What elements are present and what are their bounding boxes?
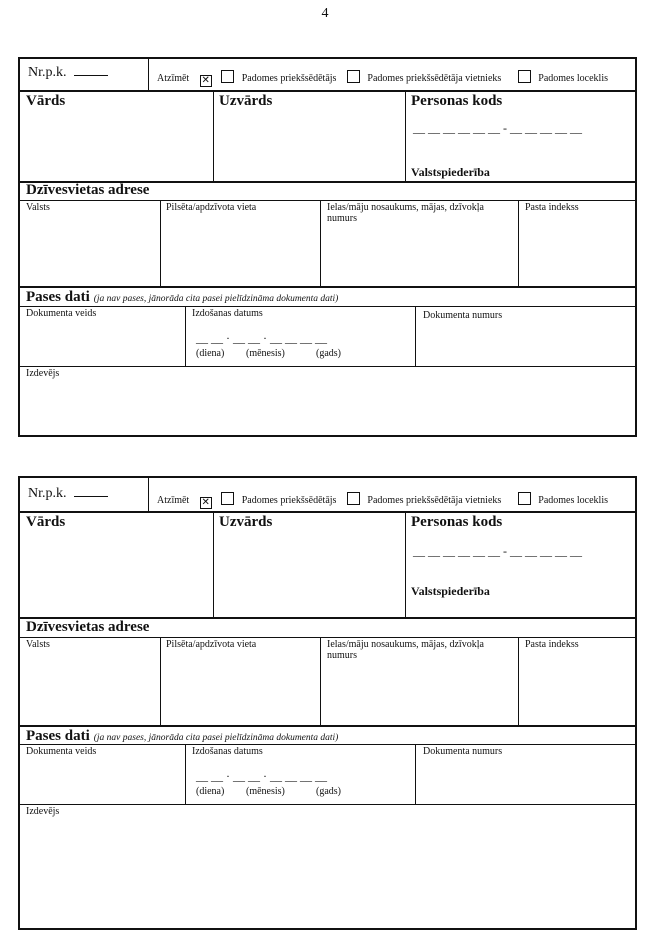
vards-label: Vārds (26, 93, 66, 109)
checked-checkbox[interactable]: ✕ (201, 497, 210, 508)
checked-checkbox[interactable]: ✕ (201, 75, 210, 86)
date-year: (gads) (316, 348, 341, 359)
passport-note: (ja nav pases, jānorāda cita pasei pielīdzināma dokumenta dati) (93, 733, 339, 743)
checkbox-member[interactable] (518, 70, 531, 83)
personas-kods-input[interactable]: __ __ __ __ __ __ - __ __ __ __ __ (413, 121, 582, 135)
passport-header (26, 288, 338, 306)
checkbox-vice-chairman[interactable] (347, 70, 360, 83)
mark-label: Atzīmēt (157, 495, 190, 506)
uzvards-label: Uzvārds (219, 514, 273, 530)
address-city: Pilsēta/apdzīvota vieta (166, 202, 257, 213)
address-postcode: Pasta indekss (525, 639, 579, 650)
date-day: (diena) (196, 786, 225, 797)
nr-field[interactable] (28, 65, 108, 81)
address-postcode: Pasta indekss (525, 202, 579, 213)
issue-date-input[interactable]: __ __ · __ __ · __ __ __ __ (196, 331, 327, 345)
address-title: Dzīvesvietas adrese (26, 619, 150, 635)
address-street: Ielas/māju nosaukums, mājas, dzīvokļa numurs (327, 639, 484, 661)
valstspiederiba-label: Valstspiederība (411, 584, 490, 598)
nr-label: Nr.p.k. (28, 486, 67, 501)
mark-label: Atzīmēt (157, 73, 190, 84)
personas-kods-input[interactable]: __ __ __ __ __ __ - __ __ __ __ __ (413, 544, 582, 558)
address-city: Pilsēta/apdzīvota vieta (166, 639, 257, 650)
checkbox-chairman[interactable] (221, 70, 234, 83)
personas-kods-label: Personas kods (411, 93, 503, 109)
valstspiederiba-label: Valstspiederība (411, 165, 490, 179)
address-street: Ielas/māju nosaukums, mājas, dzīvokļa numurs (327, 202, 484, 224)
nr-label: Nr.p.k. (28, 65, 67, 80)
role-selector (157, 70, 608, 87)
uzvards-label: Uzvārds (219, 93, 273, 109)
role-selector (157, 492, 608, 509)
personas-kods-label: Personas kods (411, 514, 503, 530)
page-number: 4 (321, 6, 329, 21)
option-vice-chairman: Padomes priekšsēdētāja vietnieks (367, 495, 502, 506)
issue-date-input[interactable]: __ __ · __ __ · __ __ __ __ (196, 769, 327, 783)
passport-header (26, 727, 338, 745)
passport-note: (ja nav pases, jānorāda cita pasei pielīdzināma dokumenta dati) (93, 294, 339, 304)
passport-title: Pases dati (26, 289, 90, 305)
date-month: (mēnesis) (246, 786, 285, 797)
doc-number-label: Dokumenta numurs (423, 746, 503, 757)
vards-label: Vārds (26, 514, 66, 530)
date-day: (diena) (196, 348, 225, 359)
checkbox-vice-chairman[interactable] (347, 492, 360, 505)
doc-type-label: Dokumenta veids (26, 746, 97, 757)
checkbox-chairman[interactable] (221, 492, 234, 505)
option-chairman: Padomes priekšsēdētājs (241, 495, 337, 506)
checkbox-member[interactable] (518, 492, 531, 505)
nr-field[interactable] (28, 486, 108, 502)
date-month: (mēnesis) (246, 348, 285, 359)
member-form-2 (18, 476, 637, 930)
passport-title: Pases dati (26, 728, 90, 744)
issuer-label: Izdevējs (26, 806, 60, 817)
option-vice-chairman: Padomes priekšsēdētāja vietnieks (367, 73, 502, 84)
address-title: Dzīvesvietas adrese (26, 182, 150, 198)
address-country: Valsts (26, 202, 50, 213)
address-country: Valsts (26, 639, 50, 650)
option-member: Padomes loceklis (538, 73, 608, 84)
issue-date-label: Izdošanas datums (192, 308, 263, 319)
doc-number-label: Dokumenta numurs (423, 310, 503, 321)
option-chairman: Padomes priekšsēdētājs (241, 73, 337, 84)
option-member: Padomes loceklis (538, 495, 608, 506)
member-form-1 (18, 57, 637, 437)
issuer-label: Izdevējs (26, 368, 60, 379)
doc-type-label: Dokumenta veids (26, 308, 97, 319)
date-year: (gads) (316, 786, 341, 797)
issue-date-label: Izdošanas datums (192, 746, 263, 757)
